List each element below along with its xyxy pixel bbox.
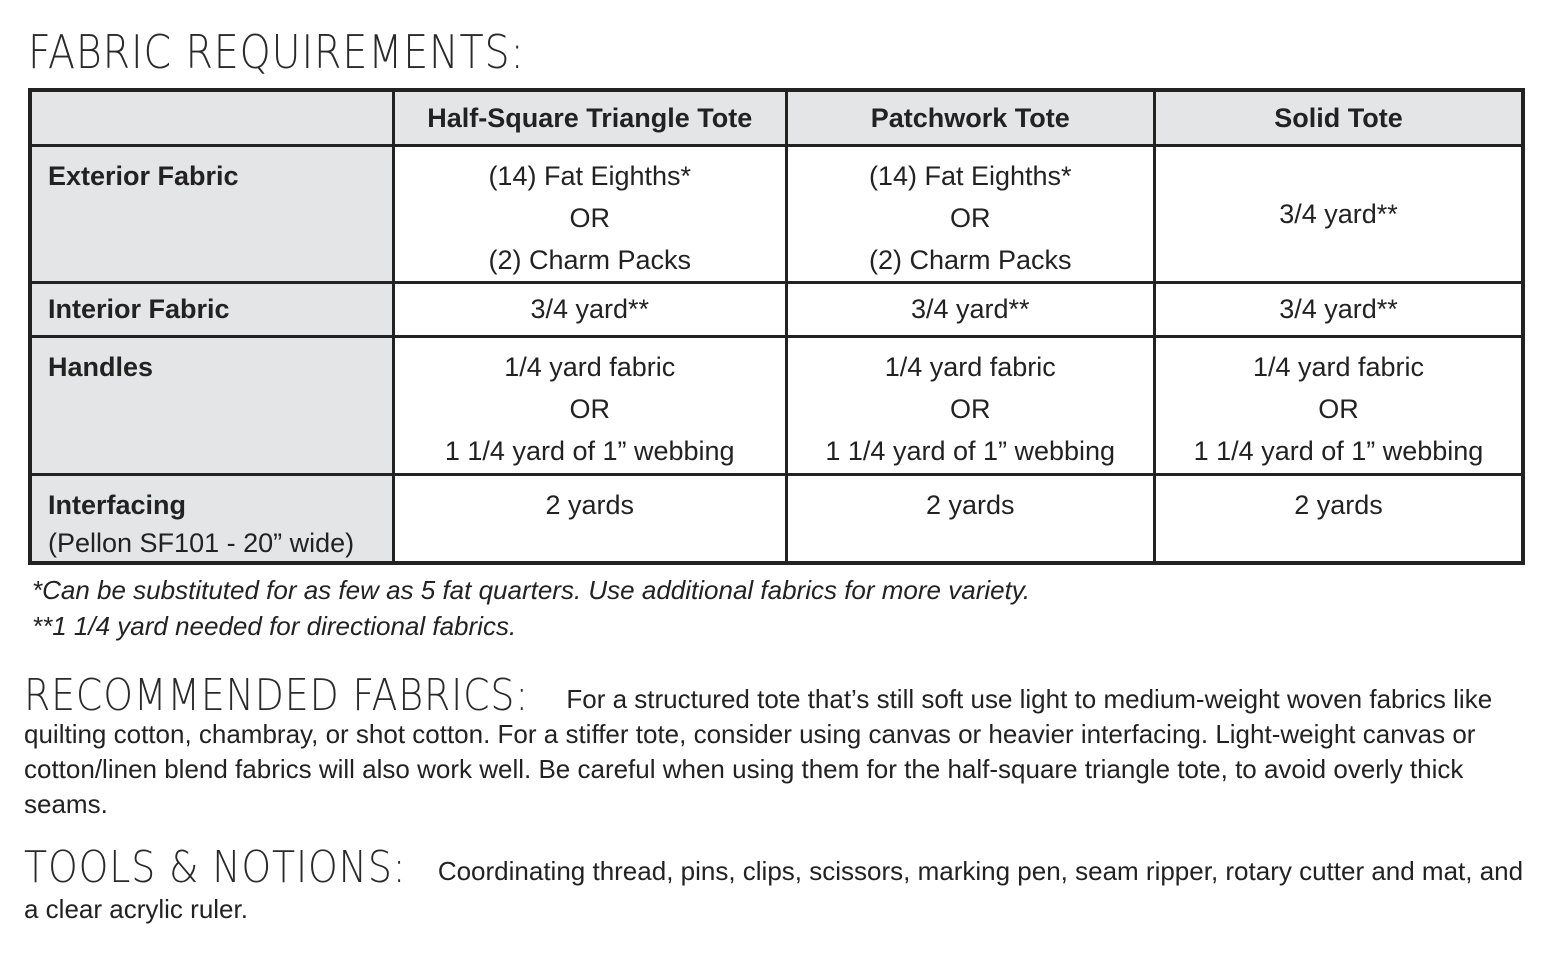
tools-notions-section [24, 842, 1524, 928]
recommended-fabrics-section [24, 670, 1524, 822]
cell-line: (14) Fat Eighths* [868, 161, 1072, 191]
cell-line: 1 1/4 yard of 1” webbing [444, 436, 735, 466]
row-label: Handles [48, 352, 154, 382]
page-title: FABRIC REQUIREMENTS: [28, 25, 525, 79]
cell-line: OR [949, 203, 991, 233]
table-cell [393, 337, 786, 475]
cell-line: 1 1/4 yard of 1” webbing [1193, 436, 1484, 466]
table-cell [786, 146, 1154, 283]
table-header-row [30, 90, 1523, 146]
cell-line: 3/4 yard** [1279, 199, 1398, 229]
table-header-corner [30, 90, 393, 146]
table-cell [786, 283, 1154, 337]
row-sublabel: (Pellon SF101 - 20” wide) [48, 528, 355, 558]
column-header: Patchwork Tote [786, 90, 1154, 146]
table-cell [786, 475, 1154, 563]
cell-line: OR [569, 394, 610, 424]
table-cell [1154, 283, 1523, 337]
cell-line: OR [569, 203, 610, 233]
column-header: Solid Tote [1154, 90, 1523, 146]
row-header [30, 146, 393, 283]
footnote: **1 1/4 yard needed for directional fabrics. [32, 611, 517, 641]
row-header [30, 283, 393, 337]
cell-line: 1 1/4 yard of 1” webbing [825, 436, 1116, 466]
recommended-fabrics-text: For a structured tote that’s still soft use light to medium-weight woven fabrics like quilting cotton, chambray, or shot cotton. For a stiffer tote, consider using canvas or heavier interfacing. Light-weight canvas or cotton/linen blend fabrics will also work well. Be careful when using them for the half-square triangle tote, to avoid overly thick seams. [24, 684, 1493, 819]
cell-line: (14) Fat Eighths* [488, 161, 692, 191]
fabric-requirements-table [28, 88, 1525, 565]
table-cell [1154, 475, 1523, 563]
cell-line: (2) Charm Packs [488, 245, 692, 275]
tools-notions-title: TOOLS & NOTIONS: [24, 842, 407, 893]
cell-line: (2) Charm Packs [868, 245, 1072, 275]
table-cell [393, 475, 786, 563]
table-cell [1154, 146, 1523, 283]
cell-line: 2 yards [925, 490, 1015, 520]
cell-line: 3/4 yard** [910, 294, 1030, 324]
tools-notions-text: Coordinating thread, pins, clips, scissors, marking pen, seam ripper, rotary cutter and mat, and a clear acrylic ruler. [24, 856, 1524, 924]
footnote: *Can be substituted for as few as 5 fat quarters. Use additional fabrics for more variety. [32, 575, 1031, 605]
cell-line: 3/4 yard** [530, 294, 650, 324]
row-label: Interfacing [48, 490, 187, 520]
table-row [30, 475, 1523, 563]
table-row [30, 146, 1523, 283]
table-cell [393, 283, 786, 337]
cell-line: 2 yards [1294, 490, 1383, 520]
row-label: Exterior Fabric [48, 161, 239, 191]
table-cell [786, 337, 1154, 475]
cell-line: OR [1318, 394, 1359, 424]
cell-line: 3/4 yard** [1279, 294, 1398, 324]
row-label: Interior Fabric [48, 294, 230, 324]
recommended-fabrics-title: RECOMMENDED FABRICS: [24, 670, 529, 721]
cell-line: 2 yards [545, 490, 635, 520]
row-header [30, 337, 393, 475]
cell-line: 1/4 yard fabric [504, 352, 676, 382]
row-header [30, 475, 393, 563]
cell-line: 1/4 yard fabric [1252, 352, 1425, 382]
cell-line: OR [949, 394, 991, 424]
cell-line: 1/4 yard fabric [884, 352, 1056, 382]
column-header: Half-Square Triangle Tote [393, 90, 786, 146]
footnotes [32, 572, 1030, 644]
table-row [30, 283, 1523, 337]
table-cell [393, 146, 786, 283]
table-cell [1154, 337, 1523, 475]
table-row [30, 337, 1523, 475]
